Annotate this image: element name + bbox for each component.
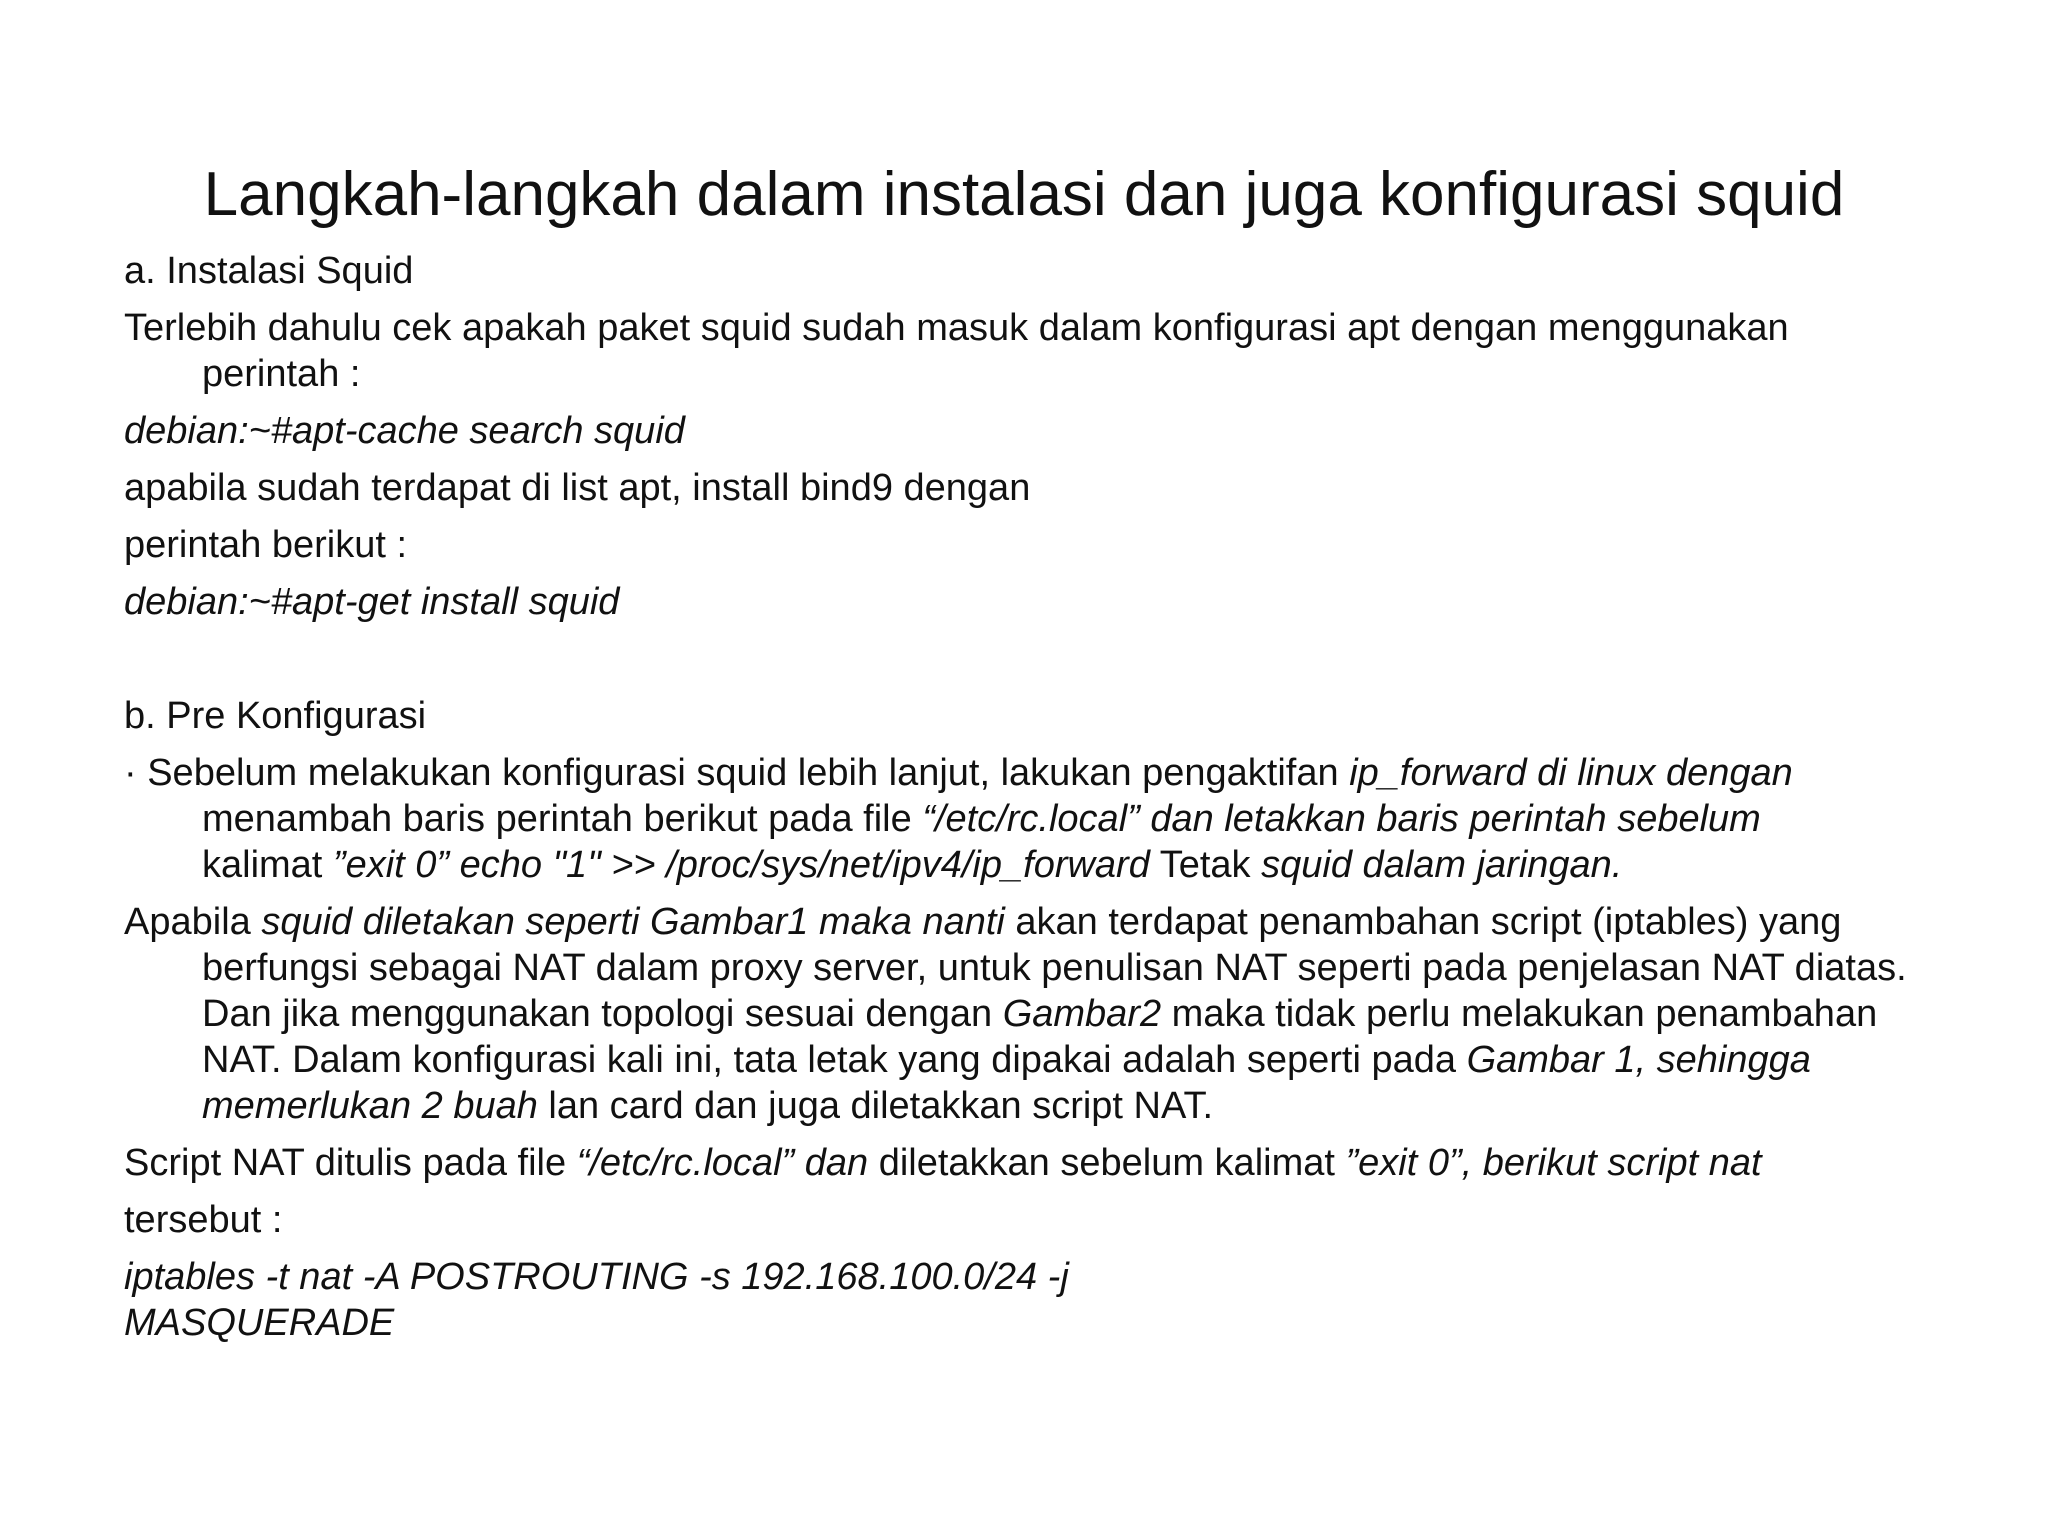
section-b-script-paragraph-2: tersebut :	[124, 1199, 283, 1241]
section-b-apabila-paragraph	[124, 899, 1954, 1129]
section-b-heading: b. Pre Konfigurasi	[124, 695, 427, 737]
italic-run: ”exit 0” echo "1" >> /proc/sys/net/ipv4/ip_forward	[332, 844, 1150, 886]
text-run: maka tidak perlu melakukan penambahan	[1161, 993, 1878, 1035]
text-run: Apabila	[124, 901, 262, 943]
text-run: kalimat	[202, 844, 333, 886]
text-run: Script NAT ditulis pada file	[124, 1142, 577, 1184]
section-b-bullet-paragraph	[124, 750, 1954, 888]
italic-run: squid dalam jaringan.	[1261, 844, 1623, 886]
text-run: Dan jika menggunakan topologi sesuai dengan	[202, 993, 1003, 1035]
italic-run: Gambar2	[1002, 993, 1162, 1035]
text-run: diletakkan sebelum kalimat	[868, 1142, 1346, 1184]
slide-title: Langkah-langkah dalam instalasi dan juga konfigurasi squid	[203, 160, 1845, 229]
italic-run: squid diletakan seperti Gambar1 maka nanti	[261, 901, 1005, 943]
text-run: NAT. Dalam konfigurasi kali ini, tata letak yang dipakai adalah seperti pada	[202, 1039, 1467, 1081]
text-run: akan terdapat penambahan script (iptables) yang	[1004, 901, 1842, 943]
text-run: Terlebih dahulu cek apakah paket squid sudah masuk dalam konfigurasi apt dengan menggunakan	[124, 307, 1789, 349]
italic-run: Gambar 1, sehingga	[1466, 1039, 1811, 1081]
command-iptables-line-1: iptables -t nat -A POSTROUTING -s 192.168.100.0/24 -j	[124, 1256, 1069, 1298]
section-a-heading: a. Instalasi Squid	[124, 250, 414, 292]
italic-run: “/etc/rc.local” dan letakkan baris perintah sebelum	[922, 798, 1761, 840]
slide-body	[124, 248, 1954, 1346]
text-run: · Sebelum melakukan konfigurasi squid lebih lanjut, lakukan pengaktifan	[124, 752, 1350, 794]
section-a-paragraph-3: perintah berikut :	[124, 524, 408, 566]
text-run: menambah baris perintah berikut pada file	[202, 798, 923, 840]
italic-run: ”exit 0”, berikut script nat	[1345, 1142, 1762, 1184]
command-apt-get-install: debian:~#apt-get install squid	[124, 581, 620, 623]
text-run: lan card dan juga diletakkan script NAT.	[537, 1085, 1214, 1127]
text-run: Tetak	[1149, 844, 1262, 886]
command-apt-cache-search: debian:~#apt-cache search squid	[124, 410, 685, 452]
command-iptables-line-2: MASQUERADE	[124, 1302, 395, 1344]
section-a-paragraph-1	[124, 305, 1954, 397]
text-run: perintah :	[202, 353, 361, 395]
section-b-script-paragraph	[124, 1140, 1954, 1186]
italic-run: “/etc/rc.local” dan	[576, 1142, 869, 1184]
text-run: berfungsi sebagai NAT dalam proxy server, untuk penulisan NAT seperti pada penjelasan NAT diatas.	[202, 947, 1907, 989]
italic-run: memerlukan 2 buah	[202, 1085, 538, 1127]
italic-run: ip_forward di linux dengan	[1349, 752, 1793, 794]
section-a-paragraph-2: apabila sudah terdapat di list apt, install bind9 dengan	[124, 467, 1031, 509]
